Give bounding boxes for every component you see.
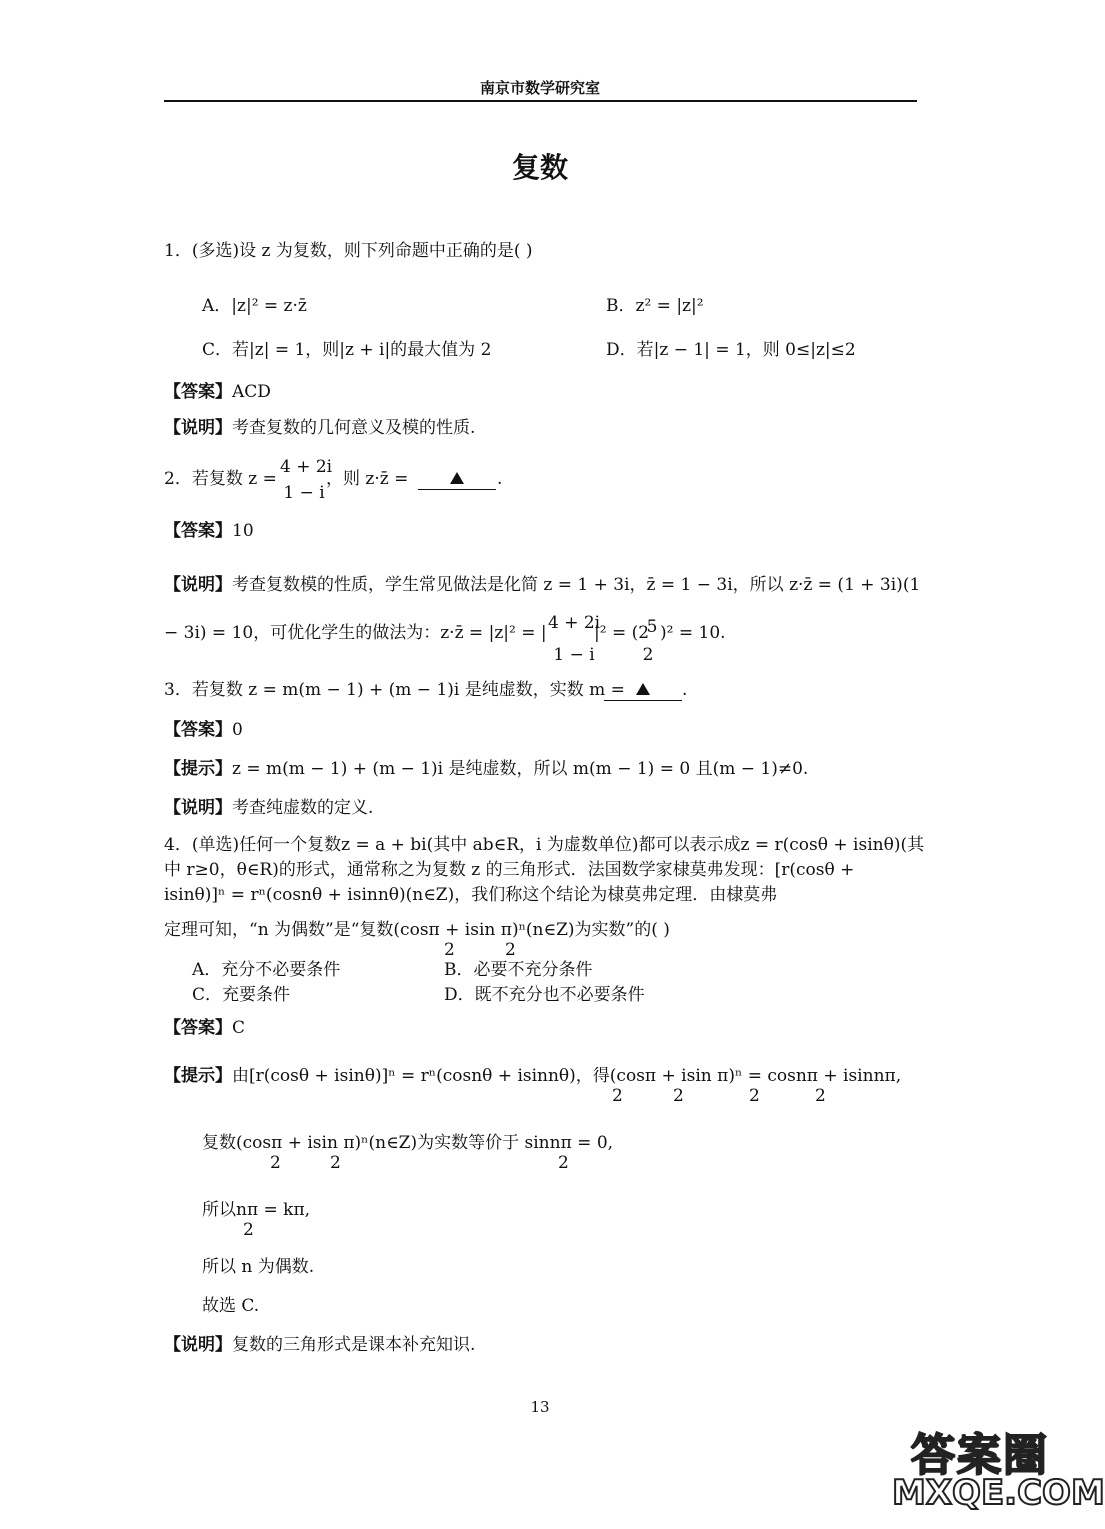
n-pi-symbol: nπ bbox=[549, 1133, 572, 1153]
pi-symbol: π bbox=[271, 1133, 283, 1153]
q3-stem: 3．若复数 z = m(m − 1) + (m − 1)i 是纯虚数，实数 m = bbox=[164, 680, 625, 700]
hint-label: 【提示】 bbox=[164, 759, 232, 779]
hint-text: + isin bbox=[656, 1066, 718, 1086]
answer-label: 【答案】 bbox=[164, 521, 232, 541]
n-pi-symbol: nπ bbox=[236, 1200, 259, 1220]
page-number: 13 bbox=[530, 1398, 550, 1416]
q2-numerator: 4 + 2i bbox=[280, 457, 333, 477]
q2-note-line2: − 3i) = 10，可优化学生的做法为：z·z̄ = |z|² = | bbox=[164, 623, 547, 643]
q3-answer bbox=[164, 719, 243, 741]
note-text: 考查复数的几何意义及模的性质. bbox=[232, 418, 476, 438]
pi-symbol: π bbox=[644, 1066, 657, 1086]
pi-symbol: π bbox=[343, 1133, 355, 1153]
q2-note-end: )² = 10. bbox=[660, 623, 726, 643]
q2-note-numerator2: 5 bbox=[646, 617, 658, 637]
hint-label: 【提示】 bbox=[164, 1066, 232, 1086]
fraction-denominator: 2 bbox=[243, 1220, 254, 1240]
q4-answer bbox=[164, 1017, 245, 1039]
fraction-denominator: 2 bbox=[612, 1086, 623, 1106]
triangle-icon bbox=[450, 472, 464, 484]
answer-label: 【答案】 bbox=[164, 720, 232, 740]
answer-value: 10 bbox=[232, 521, 254, 541]
q3-note bbox=[164, 797, 373, 819]
q2-answer-blank bbox=[418, 467, 496, 490]
step-text: = 0, bbox=[571, 1133, 614, 1153]
q1-option-c: C．若|z| = 1，则|z + i|的最大值为 2 bbox=[202, 340, 492, 360]
watermark-text: 答案圈 bbox=[911, 1430, 1049, 1481]
q2-answer bbox=[164, 520, 254, 542]
q1-answer bbox=[164, 381, 271, 403]
q1-note bbox=[164, 417, 475, 439]
q2-lead: 2．若复数 z = bbox=[164, 469, 277, 489]
q4-step1 bbox=[202, 1132, 613, 1154]
hint-text: + isin bbox=[817, 1066, 874, 1086]
hint-text: 由[r(cosθ + isinθ)]ⁿ = rⁿ(cosnθ + isinnθ)，得(cos bbox=[232, 1066, 645, 1086]
q3-answer-blank bbox=[604, 678, 682, 701]
fraction-denominator: 2 bbox=[270, 1153, 281, 1173]
q1-option-d: D．若|z − 1| = 1，则 0≤|z|≤2 bbox=[606, 340, 856, 360]
q4-note bbox=[164, 1334, 475, 1356]
fraction-denominator: 2 bbox=[558, 1153, 569, 1173]
answer-label: 【答案】 bbox=[164, 382, 232, 402]
note-text: 考查复数模的性质，学生常见做法是化简 z = 1 + 3i，z̄ = 1 − 3i，所以 z·z̄ = (1 + 3i)(1 bbox=[232, 575, 921, 595]
q1-stem: 1．(多选)设 z 为复数，则下列命题中正确的是( ) bbox=[164, 241, 533, 261]
q4-line1: 4．(单选)任何一个复数z = a + bi(其中 ab∈R，i 为虚数单位)都可以表示成z = r(cosθ + isinθ)(其 bbox=[164, 835, 925, 855]
q4-option-a: A．充分不必要条件 bbox=[192, 960, 341, 980]
pi-symbol: π bbox=[717, 1066, 729, 1086]
q2-end: . bbox=[497, 469, 503, 489]
q4-line4-start: 定理可知，“n 为偶数”是“复数(cos bbox=[164, 920, 429, 940]
q4-line4-end: )ⁿ(n∈Z)为实数”的( ) bbox=[511, 920, 670, 940]
note-label: 【说明】 bbox=[164, 418, 232, 438]
q2-note-denominator2: 2 bbox=[642, 645, 654, 665]
fraction-denominator: 2 bbox=[815, 1086, 826, 1106]
hint-text: )ⁿ = cos bbox=[728, 1066, 796, 1086]
q2-note bbox=[164, 574, 920, 596]
q3-end: . bbox=[682, 680, 688, 700]
q4-line4-mid: + isin bbox=[439, 920, 501, 940]
answer-value: 0 bbox=[232, 720, 243, 740]
fraction-denominator: 2 bbox=[673, 1086, 684, 1106]
triangle-icon bbox=[636, 683, 650, 695]
note-label: 【说明】 bbox=[164, 575, 232, 595]
q2-note-denominator: 1 − i bbox=[553, 645, 595, 665]
step-text: 所以 bbox=[202, 1200, 236, 1220]
fraction-denominator: 2 bbox=[505, 940, 516, 960]
q4-line4 bbox=[164, 919, 670, 941]
q2-note-mid: |² = (2 bbox=[594, 623, 650, 643]
q2-tail: ，则 z·z̄ = bbox=[326, 469, 409, 489]
pi-symbol: π bbox=[428, 920, 440, 940]
q2-note-numerator: 4 + 2i bbox=[548, 613, 601, 633]
q4-option-c: C．充要条件 bbox=[192, 985, 291, 1005]
q4-step3: 所以 n 为偶数. bbox=[202, 1257, 315, 1277]
q4-line2: 中 r≥0，θ∈R)的形式，通常称之为复数 z 的三角形式．法国数学家棣莫弗发现：[r(cosθ + bbox=[164, 860, 855, 880]
answer-label: 【答案】 bbox=[164, 1018, 232, 1038]
fraction-denominator: 2 bbox=[330, 1153, 341, 1173]
answer-value: C bbox=[232, 1018, 246, 1038]
page-title: 复数 bbox=[511, 151, 568, 184]
q4-option-d: D．既不充分也不必要条件 bbox=[444, 985, 645, 1005]
header-institution: 南京市数学研究室 bbox=[479, 79, 600, 97]
watermark-url: MXQE.COM bbox=[892, 1473, 1105, 1513]
q3-hint bbox=[164, 758, 808, 780]
step-text: )ⁿ(n∈Z)为实数等价于 sin bbox=[354, 1133, 550, 1153]
q4-line3: isinθ)]ⁿ = rⁿ(cosnθ + isinnθ)(n∈Z)，我们称这个结论为棣莫弗定理．由棣莫弗 bbox=[164, 885, 778, 905]
step-text: = kπ, bbox=[258, 1200, 311, 1220]
q4-hint bbox=[164, 1065, 901, 1087]
header-rule bbox=[164, 100, 917, 102]
note-text: 复数的三角形式是课本补充知识. bbox=[232, 1335, 476, 1355]
fraction-denominator: 2 bbox=[749, 1086, 760, 1106]
q2-denominator: 1 − i bbox=[283, 483, 325, 503]
watermark-logo bbox=[892, 1417, 1105, 1521]
n-pi-symbol: nπ bbox=[795, 1066, 818, 1086]
note-text: 考查纯虚数的定义. bbox=[232, 798, 374, 818]
pi-symbol: π bbox=[500, 920, 512, 940]
q4-step4: 故选 C. bbox=[202, 1296, 260, 1316]
n-pi-symbol: nπ bbox=[873, 1066, 896, 1086]
note-label: 【说明】 bbox=[164, 798, 232, 818]
hint-text: , bbox=[895, 1066, 902, 1086]
hint-text: z = m(m − 1) + (m − 1)i 是纯虚数，所以 m(m − 1) = 0 且(m − 1)≠0. bbox=[232, 759, 809, 779]
step-text: 复数(cos bbox=[202, 1133, 272, 1153]
q4-option-b: B．必要不充分条件 bbox=[444, 960, 593, 980]
q4-step2 bbox=[202, 1199, 310, 1221]
q1-option-b: B．z² = |z|² bbox=[606, 296, 704, 316]
note-label: 【说明】 bbox=[164, 1335, 232, 1355]
step-text: + isin bbox=[282, 1133, 344, 1153]
q1-option-a: A．|z|² = z·z̄ bbox=[202, 296, 307, 316]
answer-value: ACD bbox=[232, 382, 271, 402]
fraction-denominator: 2 bbox=[444, 940, 455, 960]
